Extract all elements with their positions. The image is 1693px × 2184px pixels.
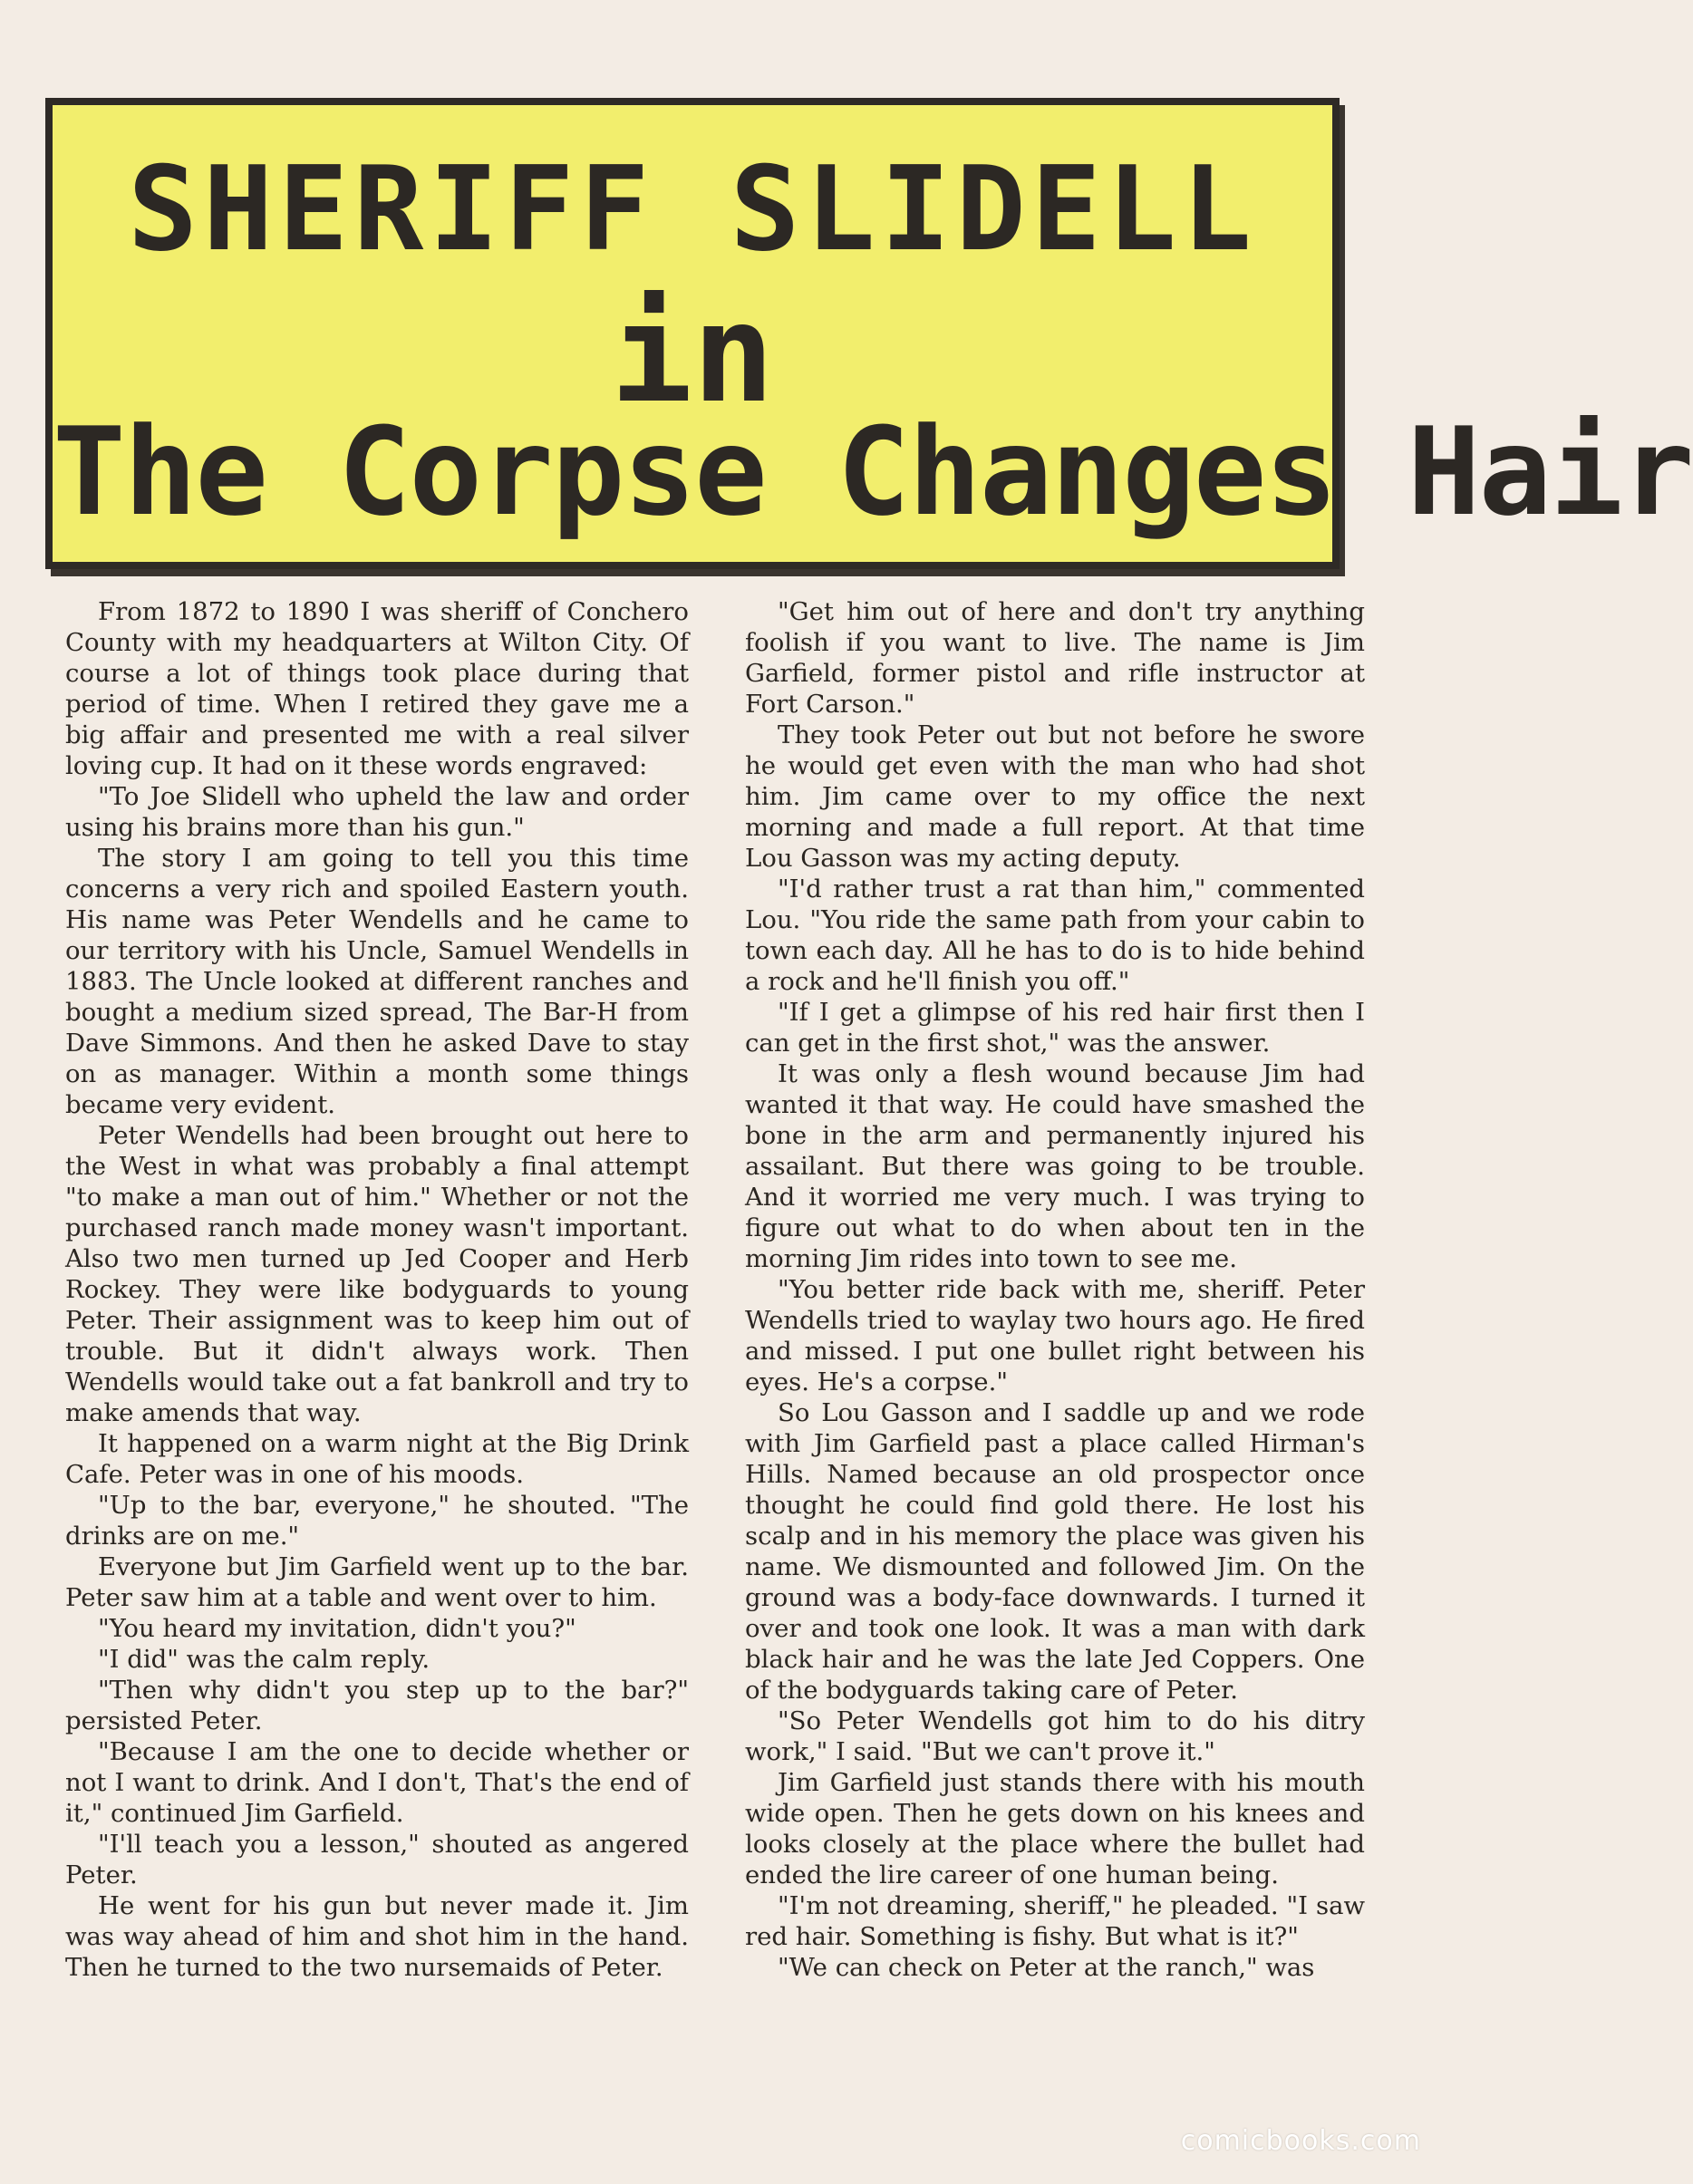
paragraph: It was only a flesh wound because Jim had wanted it that way. He could have smashed the bone in the arm and permanently injured his assailant. But there was going to be trouble. And it worried me very much. I was trying to figure out what to do when about ten in the morning Jim rides into town to see me. xyxy=(745,1059,1365,1273)
paragraph: "Get him out of here and don't try anything foolish if you want to live. The name is Jim Garfield, former pistol and rifle instructor at Fort Carson." xyxy=(745,597,1365,719)
paragraph: The story I am going to tell you this time concerns a very rich and spoiled Eastern youth. His name was Peter Wendells and he came to our territory with his Uncle, Samuel Wendells in 1883. The Uncle looked at different ranches and bought a medium sized spread, The Bar-H from Dave Simmons. And then he asked Dave to stay on as manager. Within a month some things became very evident. xyxy=(65,844,689,1119)
paragraph: "Up to the bar, everyone," he shouted. "The drinks are on me." xyxy=(65,1491,689,1551)
right-column xyxy=(745,596,1365,1983)
paragraph: "I'd rather trust a rat than him," commented Lou. "You ride the same path from your cabin to town each day. All he has to do is to hide behind a rock and he'll finish you off." xyxy=(745,875,1365,996)
paragraph: "Because I am the one to decide whether or not I want to drink. And I don't, That's the end of it," continued Jim Garfield. xyxy=(65,1737,689,1828)
left-column xyxy=(65,596,689,1983)
paragraph: "To Joe Slidell who upheld the law and order using his brains more than his gun." xyxy=(65,782,689,842)
paragraph: From 1872 to 1890 I was sheriff of Conchero County with my headquarters at Wilton City. Of course a lot of things took place during that period of time. When I retired they gave me a big affair and presented me with a real silver loving cup. It had on it these words engraved: xyxy=(65,597,689,780)
paragraph: So Lou Gasson and I saddle up and we rode with Jim Garfield past a place called Hirman's Hills. Named because an old prospector once thought he could find gold there. He lost his scalp and in his memory the place was given his name. We dismounted and followed Jim. On the ground was a body-face downwards. I turned it over and took one look. It was a man with dark black hair and he was the late Jed Coppers. One of the bodyguards taking care of Peter. xyxy=(745,1398,1365,1705)
paragraph: "So Peter Wendells got him to do his ditry work," I said. "But we can't prove it." xyxy=(745,1706,1365,1766)
paragraph: It happened on a warm night at the Big Drink Cafe. Peter was in one of his moods. xyxy=(65,1429,689,1489)
paragraph: They took Peter out but not before he swore he would get even with the man who had shot him. Jim came over to my office the next morning and made a full report. At that time Lou Gasson was my acting deputy. xyxy=(745,720,1365,873)
paragraph: Jim Garfield just stands there with his mouth wide open. Then he gets down on his knees and looks closely at the place where the bullet had ended the lire career of one human being. xyxy=(745,1768,1365,1889)
title-line-2: in xyxy=(610,275,775,433)
paragraph: "If I get a glimpse of his red hair first then I can get in the first shot," was the answer. xyxy=(745,998,1365,1058)
paragraph: He went for his gun but never made it. Jim was way ahead of him and shot him in the hand. Then he turned to the two nursemaids of Peter. xyxy=(65,1891,689,1982)
paragraph: Peter Wendells had been brought out here to the West in what was probably a final attempt "to make a man out of him." Whether or not the purchased ranch made money wasn't important. Also two men turned up Jed Cooper and Herb Rockey. They were like bodyguards to young Peter. Their assignment was to keep him out of trouble. But it didn't always work. Then Wendells would take out a fat bankroll and try to make amends that way. xyxy=(65,1121,689,1427)
paragraph: "You better ride back with me, sheriff. Peter Wendells tried to waylay two hours ago. He fired and missed. I put one bullet right between his eyes. He's a corpse." xyxy=(745,1275,1365,1396)
title-line-1: SHERIFF SLIDELL xyxy=(128,142,1257,277)
paragraph: "I'm not dreaming, sheriff," he pleaded. "I saw red hair. Something is fishy. But what is it?" xyxy=(745,1891,1365,1951)
paragraph: "I'll teach you a lesson," shouted as angered Peter. xyxy=(65,1830,689,1889)
watermark: comicbooks.com xyxy=(1180,2125,1421,2157)
paragraph: Everyone but Jim Garfield went up to the bar. Peter saw him at a table and went over to him. xyxy=(65,1552,689,1612)
paragraph: "Then why didn't you step up to the bar?" persisted Peter. xyxy=(65,1676,689,1735)
paragraph: "We can check on Peter at the ranch," was xyxy=(778,1953,1315,1982)
title-line-3: The Corpse Changes Hair xyxy=(53,401,1693,543)
paragraph: "I did" was the calm reply. xyxy=(98,1645,431,1674)
title-banner xyxy=(45,98,1693,569)
paragraph: "You heard my invitation, didn't you?" xyxy=(98,1614,576,1643)
